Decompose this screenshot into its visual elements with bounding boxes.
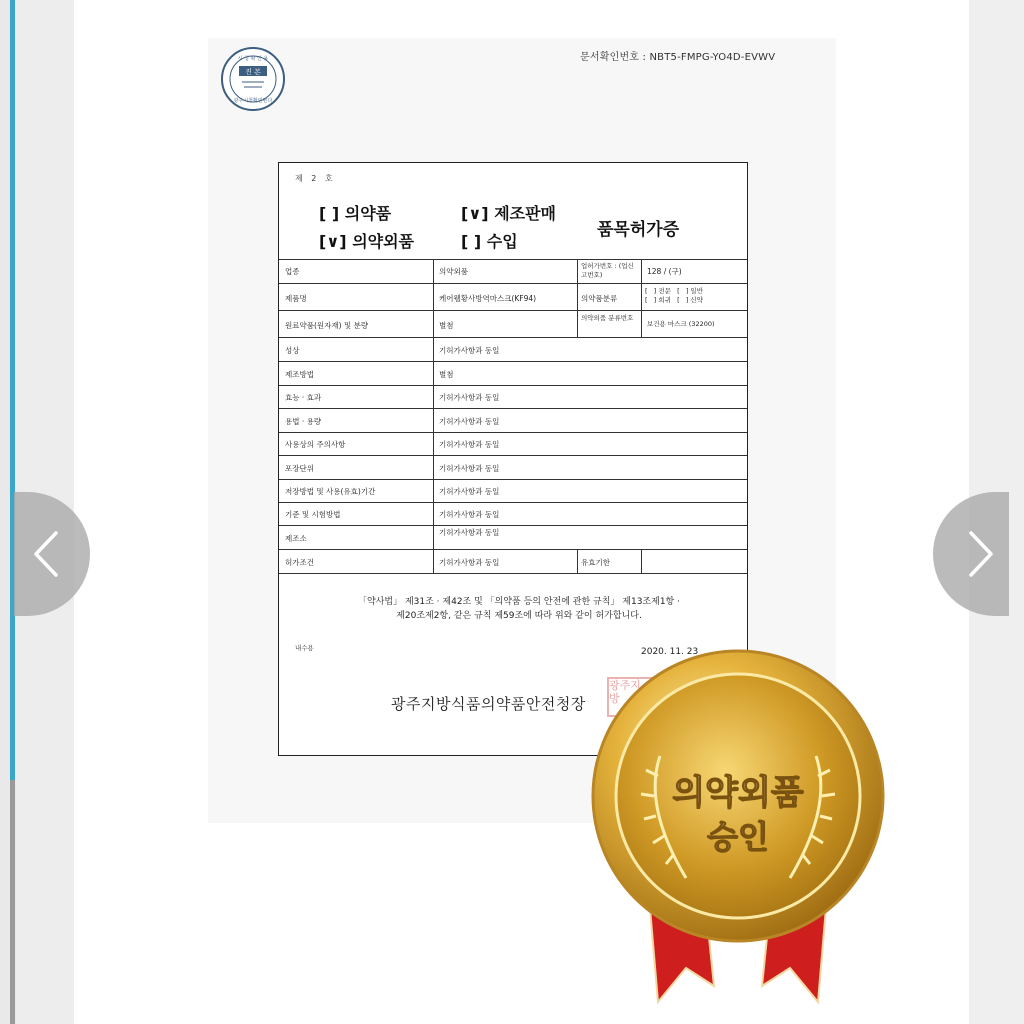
row-label-packaging: 포장단위 xyxy=(285,464,314,473)
certified-copy-seal-icon xyxy=(220,46,286,112)
row-value-test-method: 기허가사항과 동일 xyxy=(439,510,500,519)
row-label-test-method: 기준 및 시험방법 xyxy=(285,510,341,519)
row-value-storage: 기허가사항과 동일 xyxy=(439,487,500,496)
chevron-left-icon xyxy=(32,529,62,579)
row-label-ingredients: 원료약품(원자재) 및 분량 xyxy=(285,321,369,330)
legal-text xyxy=(319,595,719,623)
row-extra-label-expiry: 유효기한 xyxy=(581,558,610,567)
row-value-product-name: 케어웰황사방역마스크(KF94) xyxy=(439,294,537,303)
official-red-stamp: 광주지방 xyxy=(607,677,653,717)
row-label-precautions: 사용상의 주의사항 xyxy=(285,440,346,449)
option-manufacture-sale: [∨] 제조판매 xyxy=(461,204,557,223)
quasi-drug-approval-medal xyxy=(588,646,888,1016)
row-label-manufacturer: 제조소 xyxy=(285,534,307,543)
form-title: 품목허가증 xyxy=(597,220,680,240)
row-extra-label-quasi-class: 의약외품 분류번호 xyxy=(581,314,634,322)
row-label-business-type: 업종 xyxy=(285,267,300,276)
issue-date: 2020. 11. 23 xyxy=(641,647,699,657)
row-label-efficacy: 효능 · 효과 xyxy=(285,393,322,402)
row-label-conditions: 허가조건 xyxy=(285,558,314,567)
row-value-dosage: 기허가사항과 동일 xyxy=(439,417,500,426)
medal-text-line2: 승인 xyxy=(707,818,769,856)
legal-text-line-2: 제20조제2항, 같은 규칙 제59조에 따라 위와 같이 허가합니다. xyxy=(396,611,642,621)
option-import: [ ] 수입 xyxy=(461,232,518,251)
row-value-appearance: 기허가사항과 동일 xyxy=(439,346,500,355)
row-extra-value-license-no: 128 / (구) xyxy=(647,267,682,276)
row-extra-label-license-no: 업허가번호 : (업신고번호) xyxy=(581,262,634,279)
issuing-authority: 광주지방식품의약품안전청장 xyxy=(391,695,586,713)
row-extra-value-quasi-class: 보건용 마스크 (32200) xyxy=(647,320,715,328)
row-value-manufacturing-method: 별첨 xyxy=(439,370,454,379)
row-value-precautions: 기허가사항과 동일 xyxy=(439,440,500,449)
row-value-conditions: 기허가사항과 동일 xyxy=(439,558,500,567)
row-label-storage: 저장방법 및 사용(유효)기간 xyxy=(285,487,376,496)
scroll-track xyxy=(10,780,15,1024)
domestic-use-note: 내수용 xyxy=(295,644,314,652)
option-drug: [ ] 의약품 xyxy=(319,204,392,223)
row-label-appearance: 성상 xyxy=(285,346,300,355)
row-value-manufacturer: 기허가사항과 동일 xyxy=(439,528,500,537)
row-value-ingredients: 별첨 xyxy=(439,321,454,330)
row-value-business-type: 의약외품 xyxy=(439,267,468,276)
seal-text-main: 진 본 xyxy=(245,68,261,76)
chevron-right-icon xyxy=(965,529,995,579)
medal-text-line1: 의약외품 xyxy=(672,773,804,813)
legal-text-line-1: 「약사법」 제31조 · 제42조 및 「의약품 등의 안전에 관한 규칙」 제13조제1항 · xyxy=(358,597,680,607)
row-label-product-name: 제품명 xyxy=(285,294,307,303)
scroll-indicator[interactable] xyxy=(10,0,15,780)
option-quasi-drug: [∨] 의약외품 xyxy=(319,232,415,251)
seal-text-bottom: 광주시청확인된다 xyxy=(233,98,273,104)
form-number: 제 2 호 xyxy=(295,174,336,183)
row-extra-label-drug-class: 의약품분류 xyxy=(581,294,618,303)
row-extra-value-drug-class: [ ] 전문 [ ] 일반 [ ] 희귀 [ ] 신약 xyxy=(645,287,703,304)
row-value-packaging: 기허가사항과 동일 xyxy=(439,464,500,473)
document-confirmation-number: 문서확인번호 : NBT5-FMPG-YO4D-EVWV xyxy=(580,52,776,63)
row-value-efficacy: 기허가사항과 동일 xyxy=(439,393,500,402)
row-label-manufacturing-method: 제조방법 xyxy=(285,370,314,379)
row-label-dosage: 용법 · 용량 xyxy=(285,417,322,426)
seal-text-top: 시 청 확 인 용 xyxy=(237,56,269,62)
